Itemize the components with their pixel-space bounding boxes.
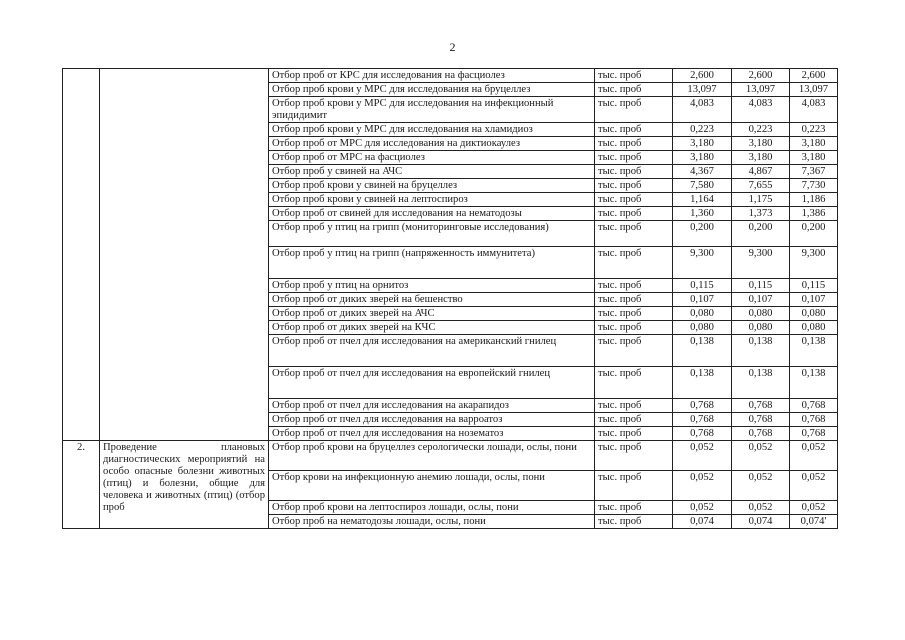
table-row xyxy=(63,69,838,83)
activity-cell: Отбор проб у птиц на грипп (напряженность иммунитета) xyxy=(269,247,595,279)
value-cell-1: 0,768 xyxy=(673,399,732,413)
value-cell-1: 3,180 xyxy=(673,151,732,165)
unit-cell: тыс. проб xyxy=(595,399,673,413)
unit-cell: тыс. проб xyxy=(595,515,673,529)
unit-cell: тыс. проб xyxy=(595,151,673,165)
value-cell-1: 0,052 xyxy=(673,441,732,471)
table-row xyxy=(63,441,838,471)
activity-cell: Отбор проб от пчел для исследования на варроатоз xyxy=(269,413,595,427)
activity-cell: Отбор проб на нематодозы лошади, ослы, пони xyxy=(269,515,595,529)
value-cell-1: 13,097 xyxy=(673,83,732,97)
value-cell-2: 0,768 xyxy=(732,399,790,413)
unit-cell: тыс. проб xyxy=(595,321,673,335)
value-cell-2: 13,097 xyxy=(732,83,790,97)
activity-cell: Отбор проб крови у свиней на бруцеллез xyxy=(269,179,595,193)
value-cell-2: 3,180 xyxy=(732,151,790,165)
value-cell-3: 3,180 xyxy=(790,151,838,165)
value-cell-3: 7,730 xyxy=(790,179,838,193)
section-1-name-cell xyxy=(100,69,269,441)
value-cell-2: 0,200 xyxy=(732,221,790,247)
value-cell-3: 0,107 xyxy=(790,293,838,307)
value-cell-2: 4,083 xyxy=(732,97,790,123)
activity-cell: Отбор проб от диких зверей на АЧС xyxy=(269,307,595,321)
activity-cell: Отбор проб крови у МРС для исследования на инфекционный эпидидимит xyxy=(269,97,595,123)
value-cell-2: 0,138 xyxy=(732,367,790,399)
value-cell-3: 0,200 xyxy=(790,221,838,247)
activity-cell: Отбор проб у птиц на орнитоз xyxy=(269,279,595,293)
activity-cell: Отбор проб крови у МРС для исследования на бруцеллез xyxy=(269,83,595,97)
unit-cell: тыс. проб xyxy=(595,367,673,399)
value-cell-2: 0,768 xyxy=(732,413,790,427)
value-cell-1: 4,367 xyxy=(673,165,732,179)
value-cell-1: 2,600 xyxy=(673,69,732,83)
unit-cell: тыс. проб xyxy=(595,179,673,193)
activity-cell: Отбор проб крови на лептоспироз лошади, ослы, пони xyxy=(269,501,595,515)
activity-cell: Отбор проб от свиней для исследования на нематодозы xyxy=(269,207,595,221)
value-cell-1: 1,164 xyxy=(673,193,732,207)
activities-table xyxy=(62,68,838,529)
unit-cell: тыс. проб xyxy=(595,279,673,293)
value-cell-3: 0,768 xyxy=(790,427,838,441)
value-cell-1: 0,200 xyxy=(673,221,732,247)
activity-cell: Отбор проб от пчел для исследования на акарапидоз xyxy=(269,399,595,413)
value-cell-2: 0,223 xyxy=(732,123,790,137)
unit-cell: тыс. проб xyxy=(595,207,673,221)
value-cell-3: 13,097 xyxy=(790,83,838,97)
value-cell-1: 0,138 xyxy=(673,367,732,399)
value-cell-3: 0,223 xyxy=(790,123,838,137)
value-cell-2: 0,052 xyxy=(732,501,790,515)
value-cell-3: 0,138 xyxy=(790,367,838,399)
value-cell-1: 1,360 xyxy=(673,207,732,221)
activity-cell: Отбор проб крови у свиней на лептоспироз xyxy=(269,193,595,207)
section-1-number-cell xyxy=(63,69,100,441)
value-cell-1: 0,223 xyxy=(673,123,732,137)
activity-cell: Отбор проб у птиц на грипп (мониторинговые исследования) xyxy=(269,221,595,247)
value-cell-1: 0,115 xyxy=(673,279,732,293)
value-cell-1: 0,768 xyxy=(673,413,732,427)
activity-cell: Отбор проб крови у МРС для исследования на хламидиоз xyxy=(269,123,595,137)
value-cell-3: 0,080 xyxy=(790,321,838,335)
unit-cell: тыс. проб xyxy=(595,165,673,179)
unit-cell: тыс. проб xyxy=(595,83,673,97)
value-cell-2: 1,373 xyxy=(732,207,790,221)
unit-cell: тыс. проб xyxy=(595,221,673,247)
section-2-name-cell: Проведение плановых диагностических мероприятий на особо опасные болезни животных (птиц) и болезни, общие для человека и животных (птиц) (отбор проб xyxy=(100,441,269,529)
activity-cell: Отбор проб от диких зверей на бешенство xyxy=(269,293,595,307)
unit-cell: тыс. проб xyxy=(595,441,673,471)
value-cell-2: 0,107 xyxy=(732,293,790,307)
activity-cell: Отбор проб крови на бруцеллез серологически лошади, ослы, пони xyxy=(269,441,595,471)
value-cell-1: 0,074 xyxy=(673,515,732,529)
section-2-number-cell: 2. xyxy=(63,441,100,529)
activity-cell: Отбор проб у свиней на АЧС xyxy=(269,165,595,179)
value-cell-2: 0,052 xyxy=(732,441,790,471)
value-cell-1: 9,300 xyxy=(673,247,732,279)
unit-cell: тыс. проб xyxy=(595,293,673,307)
value-cell-1: 0,052 xyxy=(673,471,732,501)
value-cell-2: 2,600 xyxy=(732,69,790,83)
unit-cell: тыс. проб xyxy=(595,123,673,137)
value-cell-1: 0,138 xyxy=(673,335,732,367)
unit-cell: тыс. проб xyxy=(595,335,673,367)
activity-cell: Отбор проб от пчел для исследования на нозематоз xyxy=(269,427,595,441)
activity-cell: Отбор проб от пчел для исследования на европейский гнилец xyxy=(269,367,595,399)
unit-cell: тыс. проб xyxy=(595,501,673,515)
value-cell-2: 3,180 xyxy=(732,137,790,151)
value-cell-1: 0,107 xyxy=(673,293,732,307)
unit-cell: тыс. проб xyxy=(595,137,673,151)
unit-cell: тыс. проб xyxy=(595,413,673,427)
value-cell-3: 0,074' xyxy=(790,515,838,529)
value-cell-3: 9,300 xyxy=(790,247,838,279)
value-cell-2: 0,080 xyxy=(732,307,790,321)
value-cell-1: 0,080 xyxy=(673,321,732,335)
value-cell-3: 1,386 xyxy=(790,207,838,221)
value-cell-2: 0,052 xyxy=(732,471,790,501)
activity-cell: Отбор проб от КРС для исследования на фасциолез xyxy=(269,69,595,83)
value-cell-1: 4,083 xyxy=(673,97,732,123)
value-cell-1: 7,580 xyxy=(673,179,732,193)
value-cell-3: 0,138 xyxy=(790,335,838,367)
unit-cell: тыс. проб xyxy=(595,471,673,501)
value-cell-2: 0,138 xyxy=(732,335,790,367)
value-cell-1: 0,052 xyxy=(673,501,732,515)
value-cell-3: 0,052 xyxy=(790,471,838,501)
value-cell-2: 4,867 xyxy=(732,165,790,179)
unit-cell: тыс. проб xyxy=(595,69,673,83)
activity-cell: Отбор проб от пчел для исследования на американский гнилец xyxy=(269,335,595,367)
value-cell-2: 0,080 xyxy=(732,321,790,335)
unit-cell: тыс. проб xyxy=(595,97,673,123)
unit-cell: тыс. проб xyxy=(595,427,673,441)
activity-cell: Отбор проб от МРС на фасциолез xyxy=(269,151,595,165)
value-cell-3: 3,180 xyxy=(790,137,838,151)
value-cell-3: 4,083 xyxy=(790,97,838,123)
value-cell-2: 0,074 xyxy=(732,515,790,529)
value-cell-3: 0,768 xyxy=(790,399,838,413)
unit-cell: тыс. проб xyxy=(595,307,673,321)
value-cell-1: 0,768 xyxy=(673,427,732,441)
value-cell-2: 0,115 xyxy=(732,279,790,293)
value-cell-3: 0,052 xyxy=(790,501,838,515)
value-cell-2: 1,175 xyxy=(732,193,790,207)
unit-cell: тыс. проб xyxy=(595,247,673,279)
page-number: 2 xyxy=(449,40,456,54)
value-cell-3: 7,367 xyxy=(790,165,838,179)
value-cell-3: 0,052 xyxy=(790,441,838,471)
value-cell-2: 0,768 xyxy=(732,427,790,441)
value-cell-3: 2,600 xyxy=(790,69,838,83)
activity-cell: Отбор проб от диких зверей на КЧС xyxy=(269,321,595,335)
value-cell-2: 7,655 xyxy=(732,179,790,193)
value-cell-1: 0,080 xyxy=(673,307,732,321)
value-cell-1: 3,180 xyxy=(673,137,732,151)
activity-cell: Отбор крови на инфекционную анемию лошади, ослы, пони xyxy=(269,471,595,501)
value-cell-3: 1,186 xyxy=(790,193,838,207)
value-cell-3: 0,115 xyxy=(790,279,838,293)
activity-cell: Отбор проб от МРС для исследования на диктиокаулез xyxy=(269,137,595,151)
value-cell-2: 9,300 xyxy=(732,247,790,279)
unit-cell: тыс. проб xyxy=(595,193,673,207)
value-cell-3: 0,080 xyxy=(790,307,838,321)
value-cell-3: 0,768 xyxy=(790,413,838,427)
